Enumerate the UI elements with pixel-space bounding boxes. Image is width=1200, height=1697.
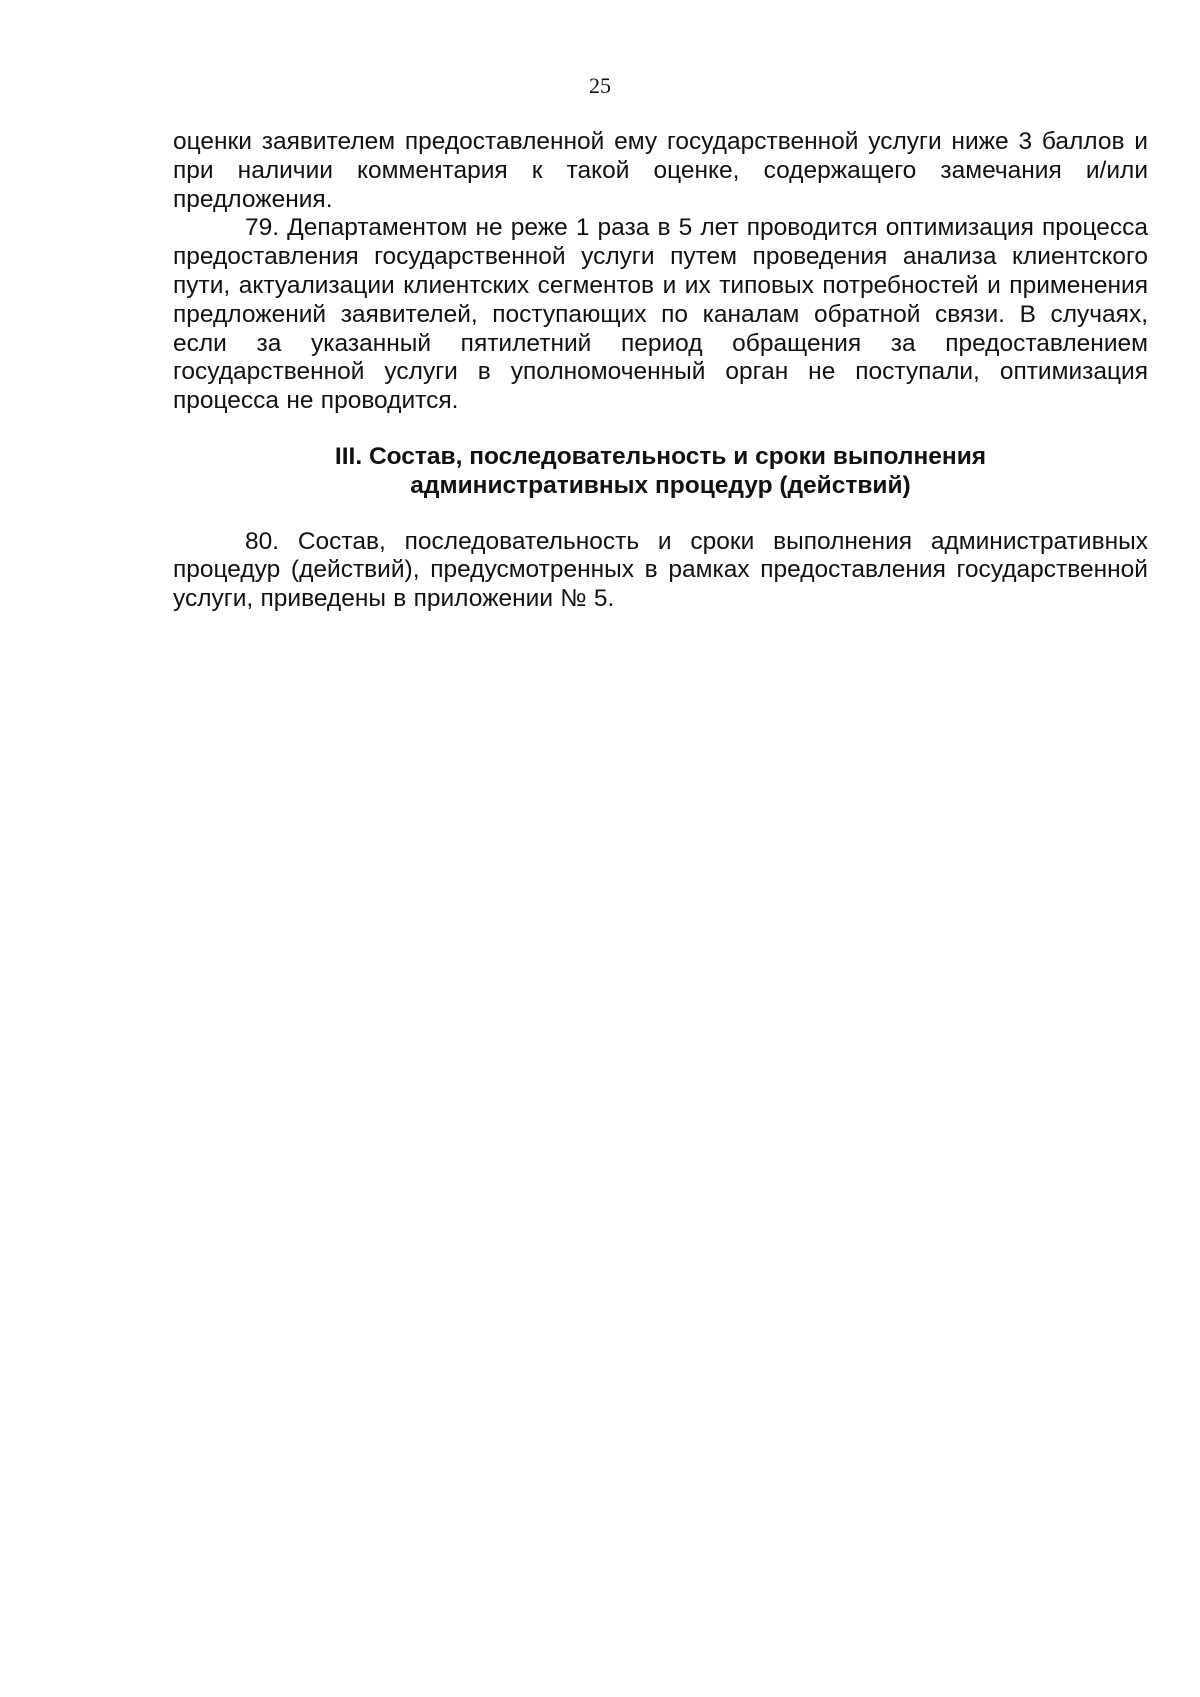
section-heading-line-1: III. Состав, последовательность и сроки выполнения — [334, 442, 987, 470]
paragraph-80: 80. Состав, последовательность и сроки выполнения административных процедур (действий), предусмотренных в рамках предоставления государственной услуги, приведены в приложении № 5. — [173, 527, 1148, 613]
page-number: 25 — [589, 73, 611, 98]
section-heading — [173, 443, 1148, 501]
paragraph-79: 79. Департаментом не реже 1 раза в 5 лет проводится оптимизация процесса предоставления государственной услуги путем проведения анализа клиентского пути, актуализации клиентских сегментов и их типовых потребностей и применения предложений заявителей, поступающих по каналам обратной связи. В случаях, если за указанный пятилетний период обращения за предоставлением государственной услуги в уполномоченный орган не поступали, оптимизация процесса не проводится. — [173, 214, 1148, 415]
section-heading-line-2: административных процедур (действий) — [410, 471, 911, 499]
paragraph-continuation: оценки заявителем предоставленной ему государственной услуги ниже 3 баллов и при наличии комментария к такой оценке, содержащего замечания и/или предложения. — [173, 128, 1148, 213]
document-body — [173, 128, 1148, 614]
